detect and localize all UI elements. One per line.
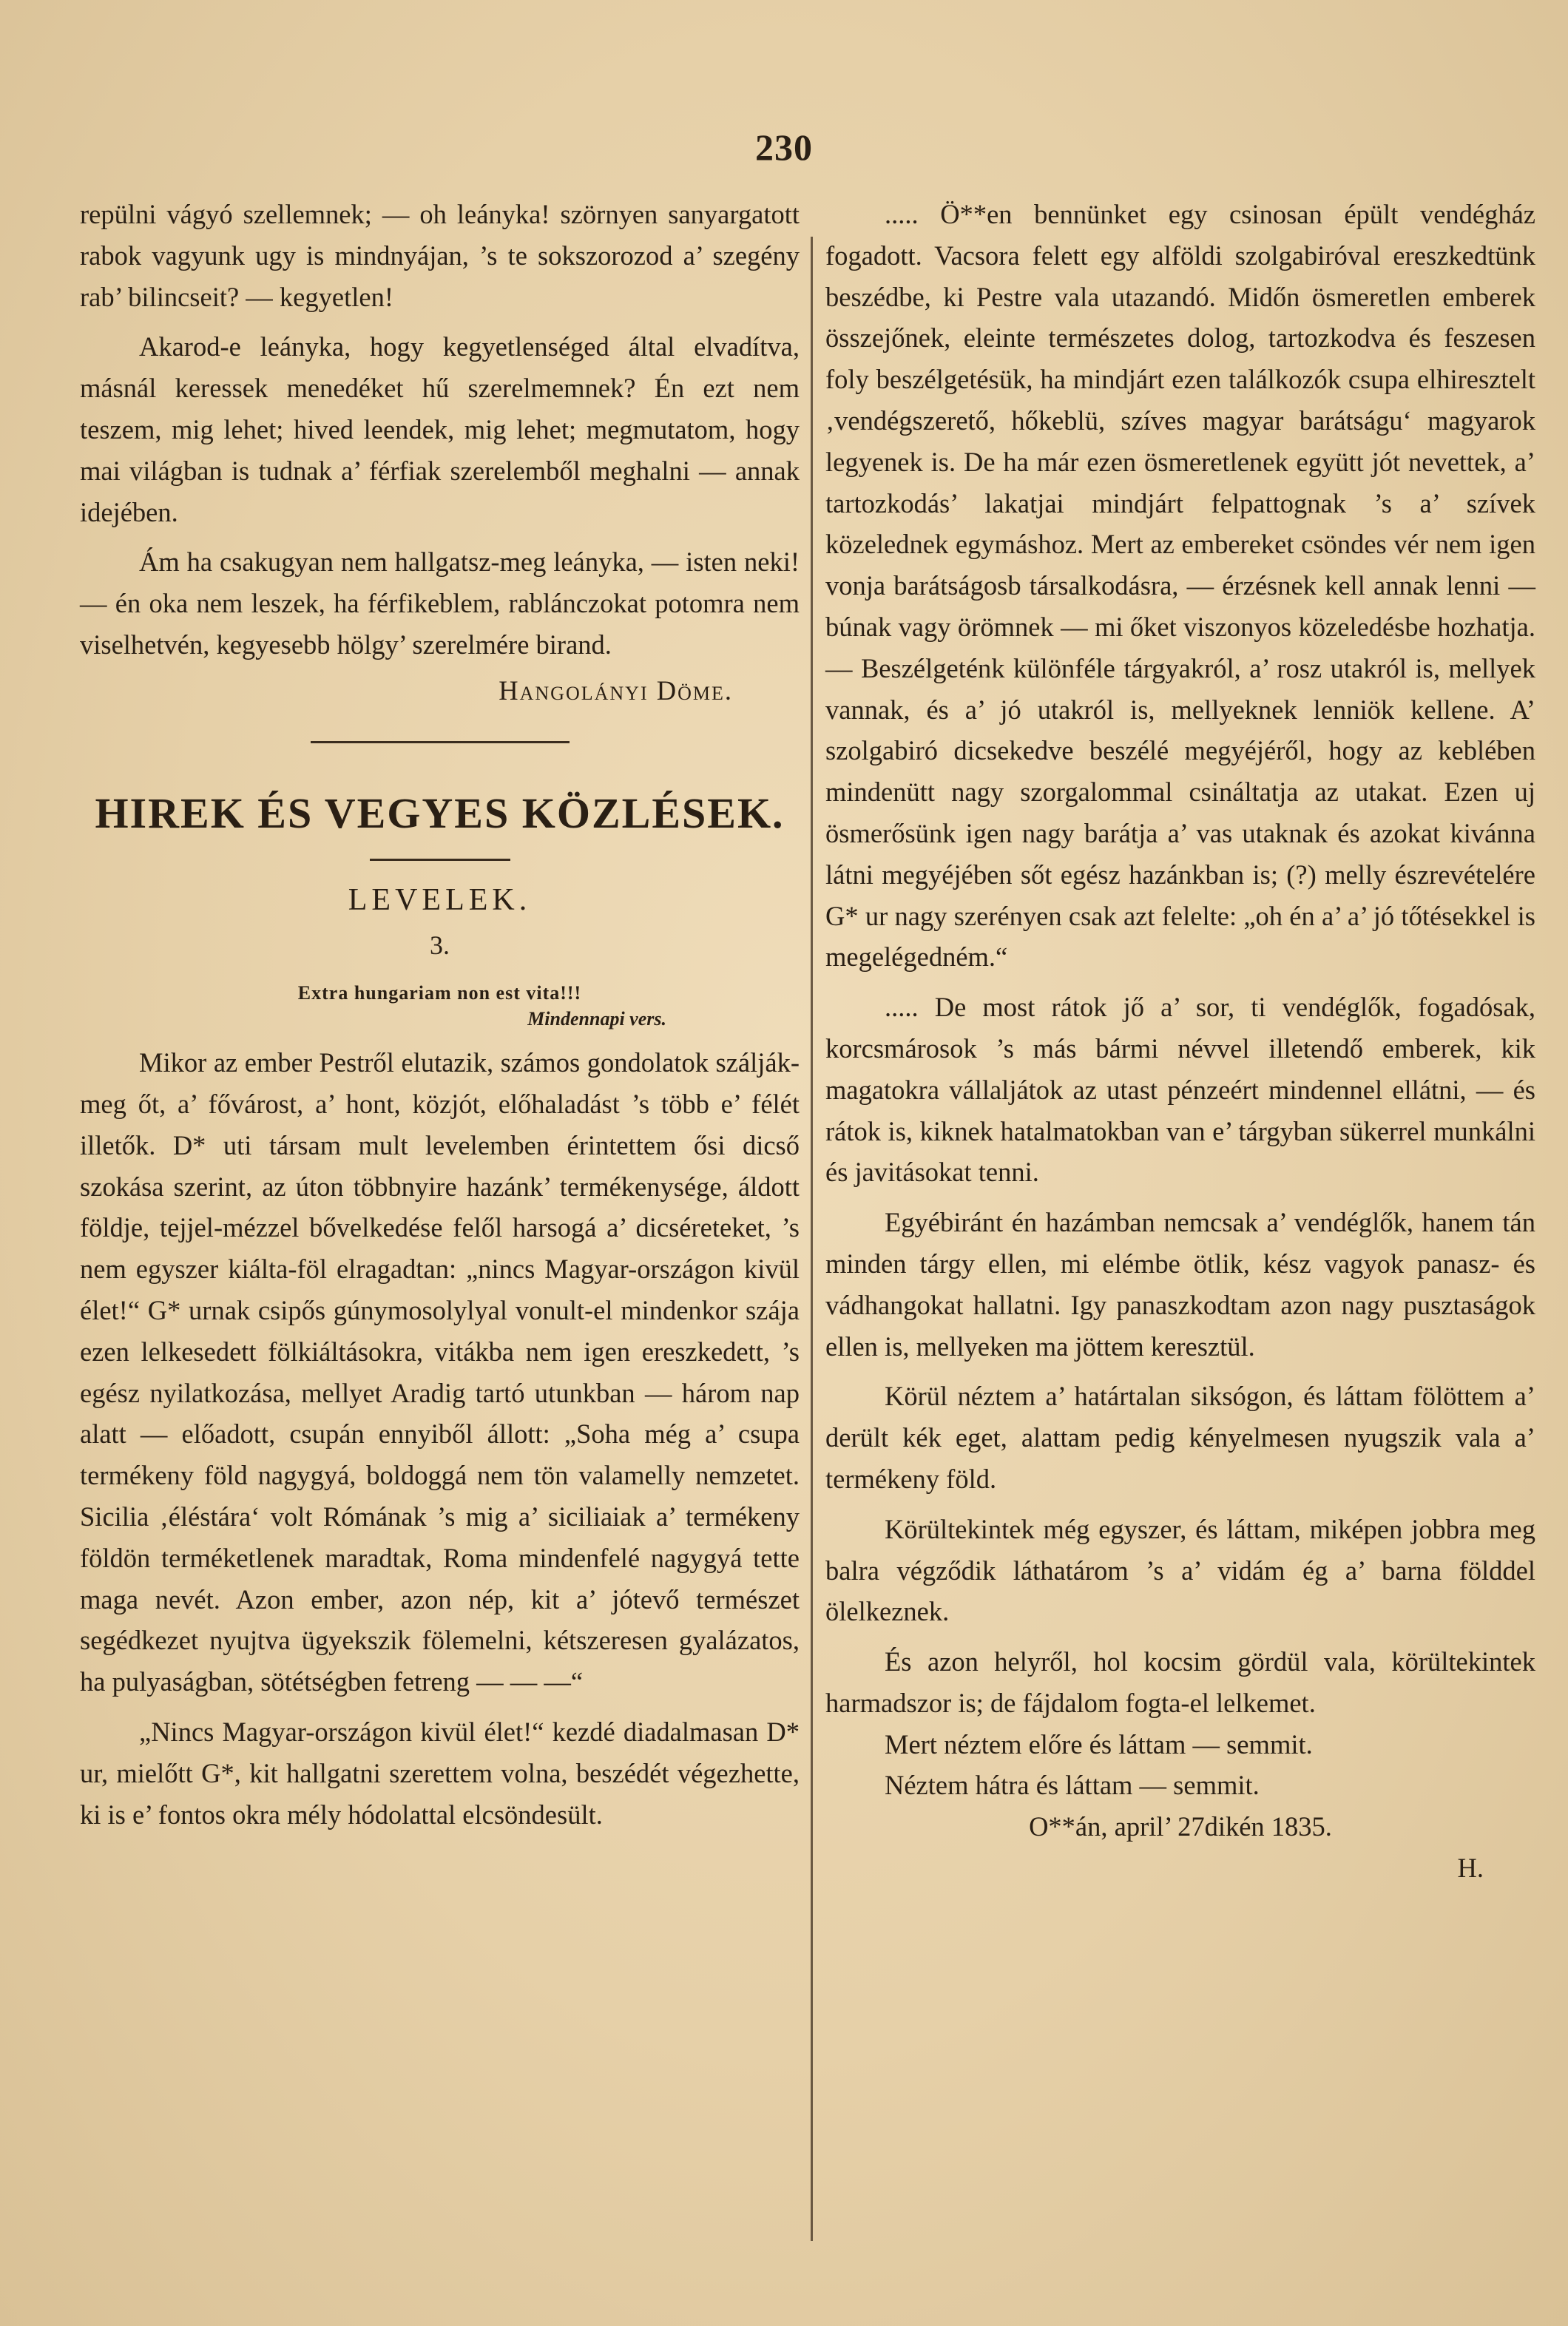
left-paragraph-1: repülni vágyó szellemnek; — oh leányka! szörnyen sanyargatott rabok vagyunk ugy is mindnyájan, ’s te sokszorozod a’ szegény rab’ bilincseit? — kegyetlen! xyxy=(80,199,800,312)
left-paragraph-3: Ám ha csakugyan nem hallgatsz-meg leányka, — isten neki! — én oka nem leszek, ha férfikeblem, rablánczokat potomra nem viselhetvén, kegyesebb hölgy’ szerelmére birand. xyxy=(80,547,800,660)
right-paragraph-4: Körül néztem a’ határtalan siksógon, és láttam fölöttem a’ derült kék eget, alattam pedig kényelmesen nyugszik vala a’ termékeny föld. xyxy=(825,1381,1535,1494)
section-divider xyxy=(311,741,570,743)
left-paragraph-2: Akarod-e leányka, hogy kegyetlenséged által elvadítva, másnál keressek menedéket hű szerelmemnek? Én ezt nem teszem, mig lehet; hived leendek, mig lehet; megmutatom, hogy mai világban is tudnak a’ férfiak szerelemből meghalni — annak idejében. xyxy=(80,331,800,527)
left-column xyxy=(80,194,800,1835)
letter-number: 3. xyxy=(430,930,450,961)
column-divider xyxy=(811,237,813,2241)
dateline: O**án, april’ 27dikén 1835. xyxy=(1029,1811,1332,1842)
motto-source: Mindennapi vers. xyxy=(527,1008,666,1030)
right-paragraph-1: ..... Ö**en bennünket egy csinosan épült vendégház fogadott. Vacsora felett egy alföldi szolgabiróval ereszkedtünk beszédbe, ki Pestre vala utazandó. Midőn ösmeretlen emberek összejőnek, eleinte természetes dolog, tartozkodva és feszesen foly beszélgetésük, ha mindjárt ezen találkozók csupa elhiresztelt ‚vendégszerető, hőkeblü, szíves magyar barátságu‘ magyarok legyenek is. De ha már ezen ösmeretlenek együtt jót nevettek, a’ tartozkodás’ lakatjai mindjárt felpattognak ’s a’ szívek közelednek egymáshoz. Mert az embereket csöndes vér nem igen vonja barátságosb társalkodásra, — érzésnek kell annak lenni — búnak vagy örömnek — mi őket viszonyos közeledésbe hozhatja. — Beszélgeténk különféle tárgyakról, a’ rosz utakról is, mellyek vannak, és a’ jó utakról is, mellyeknek lenniök kellene. A’ szolgabiró dicsekedve beszélé megyéjéről, hogy az keblében mindenütt nagy szorgalommal csináltatja az utakat. Ezen uj ösmerősünk igen nagy barátja a’ vas utaknak és azokat kivánna látni megyéjében sőt egész hazánkban is; (?) melly észrevételére G* ur nagy szerényen csak azt felelte: „oh én a’ a’ jó tőtésekkel is megelégedném.“ xyxy=(825,199,1535,973)
right-paragraph-6: És azon helyről, hol kocsim gördül vala, körültekintek harmadszor is; de fájdalom fogta-el lelkemet. xyxy=(825,1646,1535,1718)
motto: Extra hungariam non est vita!!! xyxy=(297,982,582,1004)
right-paragraph-8: Néztem hátra és láttam — semmit. xyxy=(885,1770,1260,1801)
right-paragraph-2: ..... De most rátok jő a’ sor, ti vendéglők, fogadósak, korcsmárosok ’s más bármi névvel illetendő emberek, kik magatokra vállaljátok az utast pénzeért mindennel ellátni, — és rátok is, kiknek hatalmatokban van e’ tárgyban sükerrel munkálni és javitásokat tenni. xyxy=(825,992,1535,1188)
left-paragraph-4: Mikor az ember Pestről elutazik, számos gondolatok szálják-meg őt, a’ fővárost, a’ hont, közjót, előhaladást ’s több e’ félét illetők. D* uti társam mult levelemben érintettem ősi dicső szokása szerint, az úton többnyire hazánk’ termékenysége, áldott földje, tejjel-mézzel bővelkedése felől harsogá a’ dicséreteket, ’s nem egyszer kiálta-föl elragadtan: „nincs Magyar-országon kivül élet!“ G* urnak csipős gúnymosolylyal vonult-el mindenkor szája ezen lelkesedett fölkiáltásokra, vitákba nem igen ereszkedett, ’s egész nyilatkozása, mellyet Aradig tartó utunkban — három nap alatt — előadott, csupán ennyiből állott: „Soha még a’ csupa termékeny föld nagygyá, boldoggá nem tön valamelly nemzetet. Sicilia ‚éléstára‘ volt Rómának ’s mig a’ siciliaiak a’ termékeny földön terméketlenek maradtak, Roma mindenfelé nagygyá tette maga nevét. Azon ember, azon nép, kit a’ jótevő természet segédkezet nyujtva ügyekszik fölemelni, kétszeresen gyalázatos, ha pulyaságban, sötétségben fetreng — — —“ xyxy=(80,1047,800,1697)
section-title: HIREK ÉS VEGYES KÖZLÉSEK. xyxy=(95,788,785,837)
right-paragraph-5: Körültekintek még egyszer, és láttam, miképen jobbra meg balra végződik láthatárom ’s a’ vidám ég a’ barna földdel ölelkeznek. xyxy=(825,1513,1535,1627)
right-column xyxy=(825,194,1535,1889)
author-initial: H. xyxy=(1457,1853,1484,1884)
article-heading: LEVELEK. xyxy=(348,882,532,917)
author-signature: Hangolányi Döme. xyxy=(499,675,733,706)
left-paragraph-5: „Nincs Magyar-országon kivül élet!“ kezdé diadalmasan D* ur, mielőtt G*, kit hallgatni szerettem volna, beszédét végezhette, ki is e’ fontos okra mély hódolattal elcsöndesült. xyxy=(80,1716,800,1830)
right-paragraph-7: Mert néztem előre és láttam — semmit. xyxy=(885,1728,1313,1759)
title-divider xyxy=(370,859,510,861)
page-number: 230 xyxy=(755,126,813,168)
right-paragraph-3: Egyébiránt én hazámban nemcsak a’ vendéglők, hanem tán minden tárgy ellen, mi elémbe ötlik, kész vagyok panasz- és vádhangokat hallatni. Igy panaszkodtam azon nagy pusztaságok ellen is, mellyeken ma jöttem keresztül. xyxy=(825,1207,1535,1362)
